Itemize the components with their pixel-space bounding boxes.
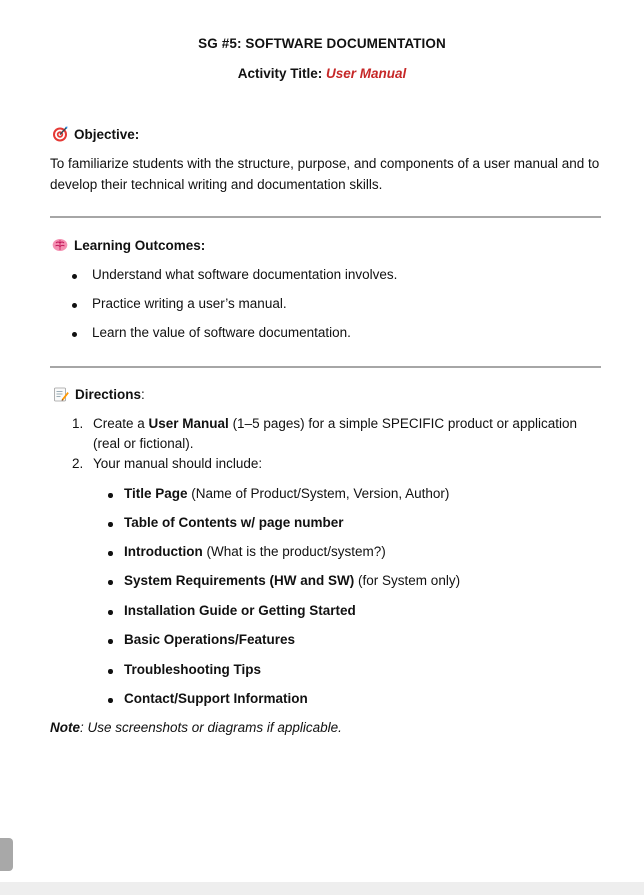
include-item-bold: System Requirements (HW and SW)	[124, 573, 355, 588]
bottom-bar	[0, 882, 644, 895]
outcome-text: Practice writing a user’s manual.	[92, 296, 287, 311]
include-item-bold: Contact/Support Information	[124, 691, 308, 706]
bullet-dot	[108, 522, 113, 527]
include-item-rest: (Name of Product/System, Version, Author)	[187, 486, 450, 501]
activity-title-label: Activity Title:	[237, 66, 323, 81]
scrollbar-handle[interactable]	[0, 838, 13, 871]
outcomes-heading: Learning Outcomes:	[74, 237, 206, 253]
include-item-text	[124, 515, 344, 530]
note-label: Note	[50, 720, 80, 735]
bullet-dot	[108, 493, 113, 498]
note-line	[50, 720, 342, 735]
section-divider-2	[50, 366, 601, 368]
activity-title-value: User Manual	[326, 66, 407, 81]
note-text: : Use screenshots or diagrams if applicable.	[80, 720, 342, 735]
objective-heading: Objective:	[74, 126, 140, 142]
include-item-bold: Introduction	[124, 544, 203, 559]
bullet-dot	[108, 669, 113, 674]
include-item-bold: Troubleshooting Tips	[124, 662, 261, 677]
include-item-text	[124, 544, 386, 559]
include-item-bold: Basic Operations/Features	[124, 632, 296, 647]
include-item-text	[124, 603, 356, 618]
bullet-dot	[108, 610, 113, 615]
bullet-dot	[108, 551, 113, 556]
activity-title-line	[0, 66, 644, 81]
include-item-bold: Title Page	[124, 486, 188, 501]
include-item-bold: Table of Contents w/ page number	[124, 515, 344, 530]
outcome-text: Learn the value of software documentation.	[92, 325, 351, 340]
objective-text: To familiarize students with the structure, purpose, and components of a user manual and to develop their technical writing and documentation skills.	[50, 156, 600, 192]
step-number: 2.	[72, 456, 84, 471]
direction-step-1	[72, 414, 592, 454]
step-number: 1.	[72, 416, 84, 431]
step-text-bold: User Manual	[148, 416, 229, 431]
objective-heading-row	[52, 126, 139, 142]
bullet-dot	[72, 274, 77, 279]
target-icon	[52, 126, 68, 142]
section-divider-1	[50, 216, 601, 218]
include-item-text	[124, 486, 449, 501]
step-text	[93, 414, 583, 454]
include-item-text	[124, 691, 308, 706]
directions-heading-row	[53, 386, 145, 402]
bullet-dot	[72, 332, 77, 337]
step-text-post: (1–5 pages) for a simple SPECIFIC product or application (real or fictional).	[93, 416, 577, 451]
include-item-text	[124, 632, 295, 647]
step-text-pre: Create a	[93, 416, 149, 431]
include-item-bold: Installation Guide or Getting Started	[124, 603, 356, 618]
include-item-text	[124, 573, 460, 588]
include-item-text	[124, 662, 261, 677]
bullet-dot	[108, 580, 113, 585]
memo-icon	[53, 386, 69, 402]
include-item-rest: (for System only)	[354, 573, 461, 588]
directions-heading-colon: :	[141, 386, 145, 402]
direction-step-2	[72, 454, 592, 474]
outcome-text: Understand what software documentation involves.	[92, 267, 398, 282]
bullet-dot	[108, 639, 113, 644]
step-text: Your manual should include:	[93, 456, 263, 471]
outcomes-heading-row	[52, 237, 205, 253]
brain-icon	[52, 237, 68, 253]
document-title: SG #5: SOFTWARE DOCUMENTATION	[198, 36, 446, 51]
include-item-rest: (What is the product/system?)	[202, 544, 386, 559]
bullet-dot	[108, 698, 113, 703]
bullet-dot	[72, 303, 77, 308]
directions-heading: Directions	[75, 386, 142, 402]
